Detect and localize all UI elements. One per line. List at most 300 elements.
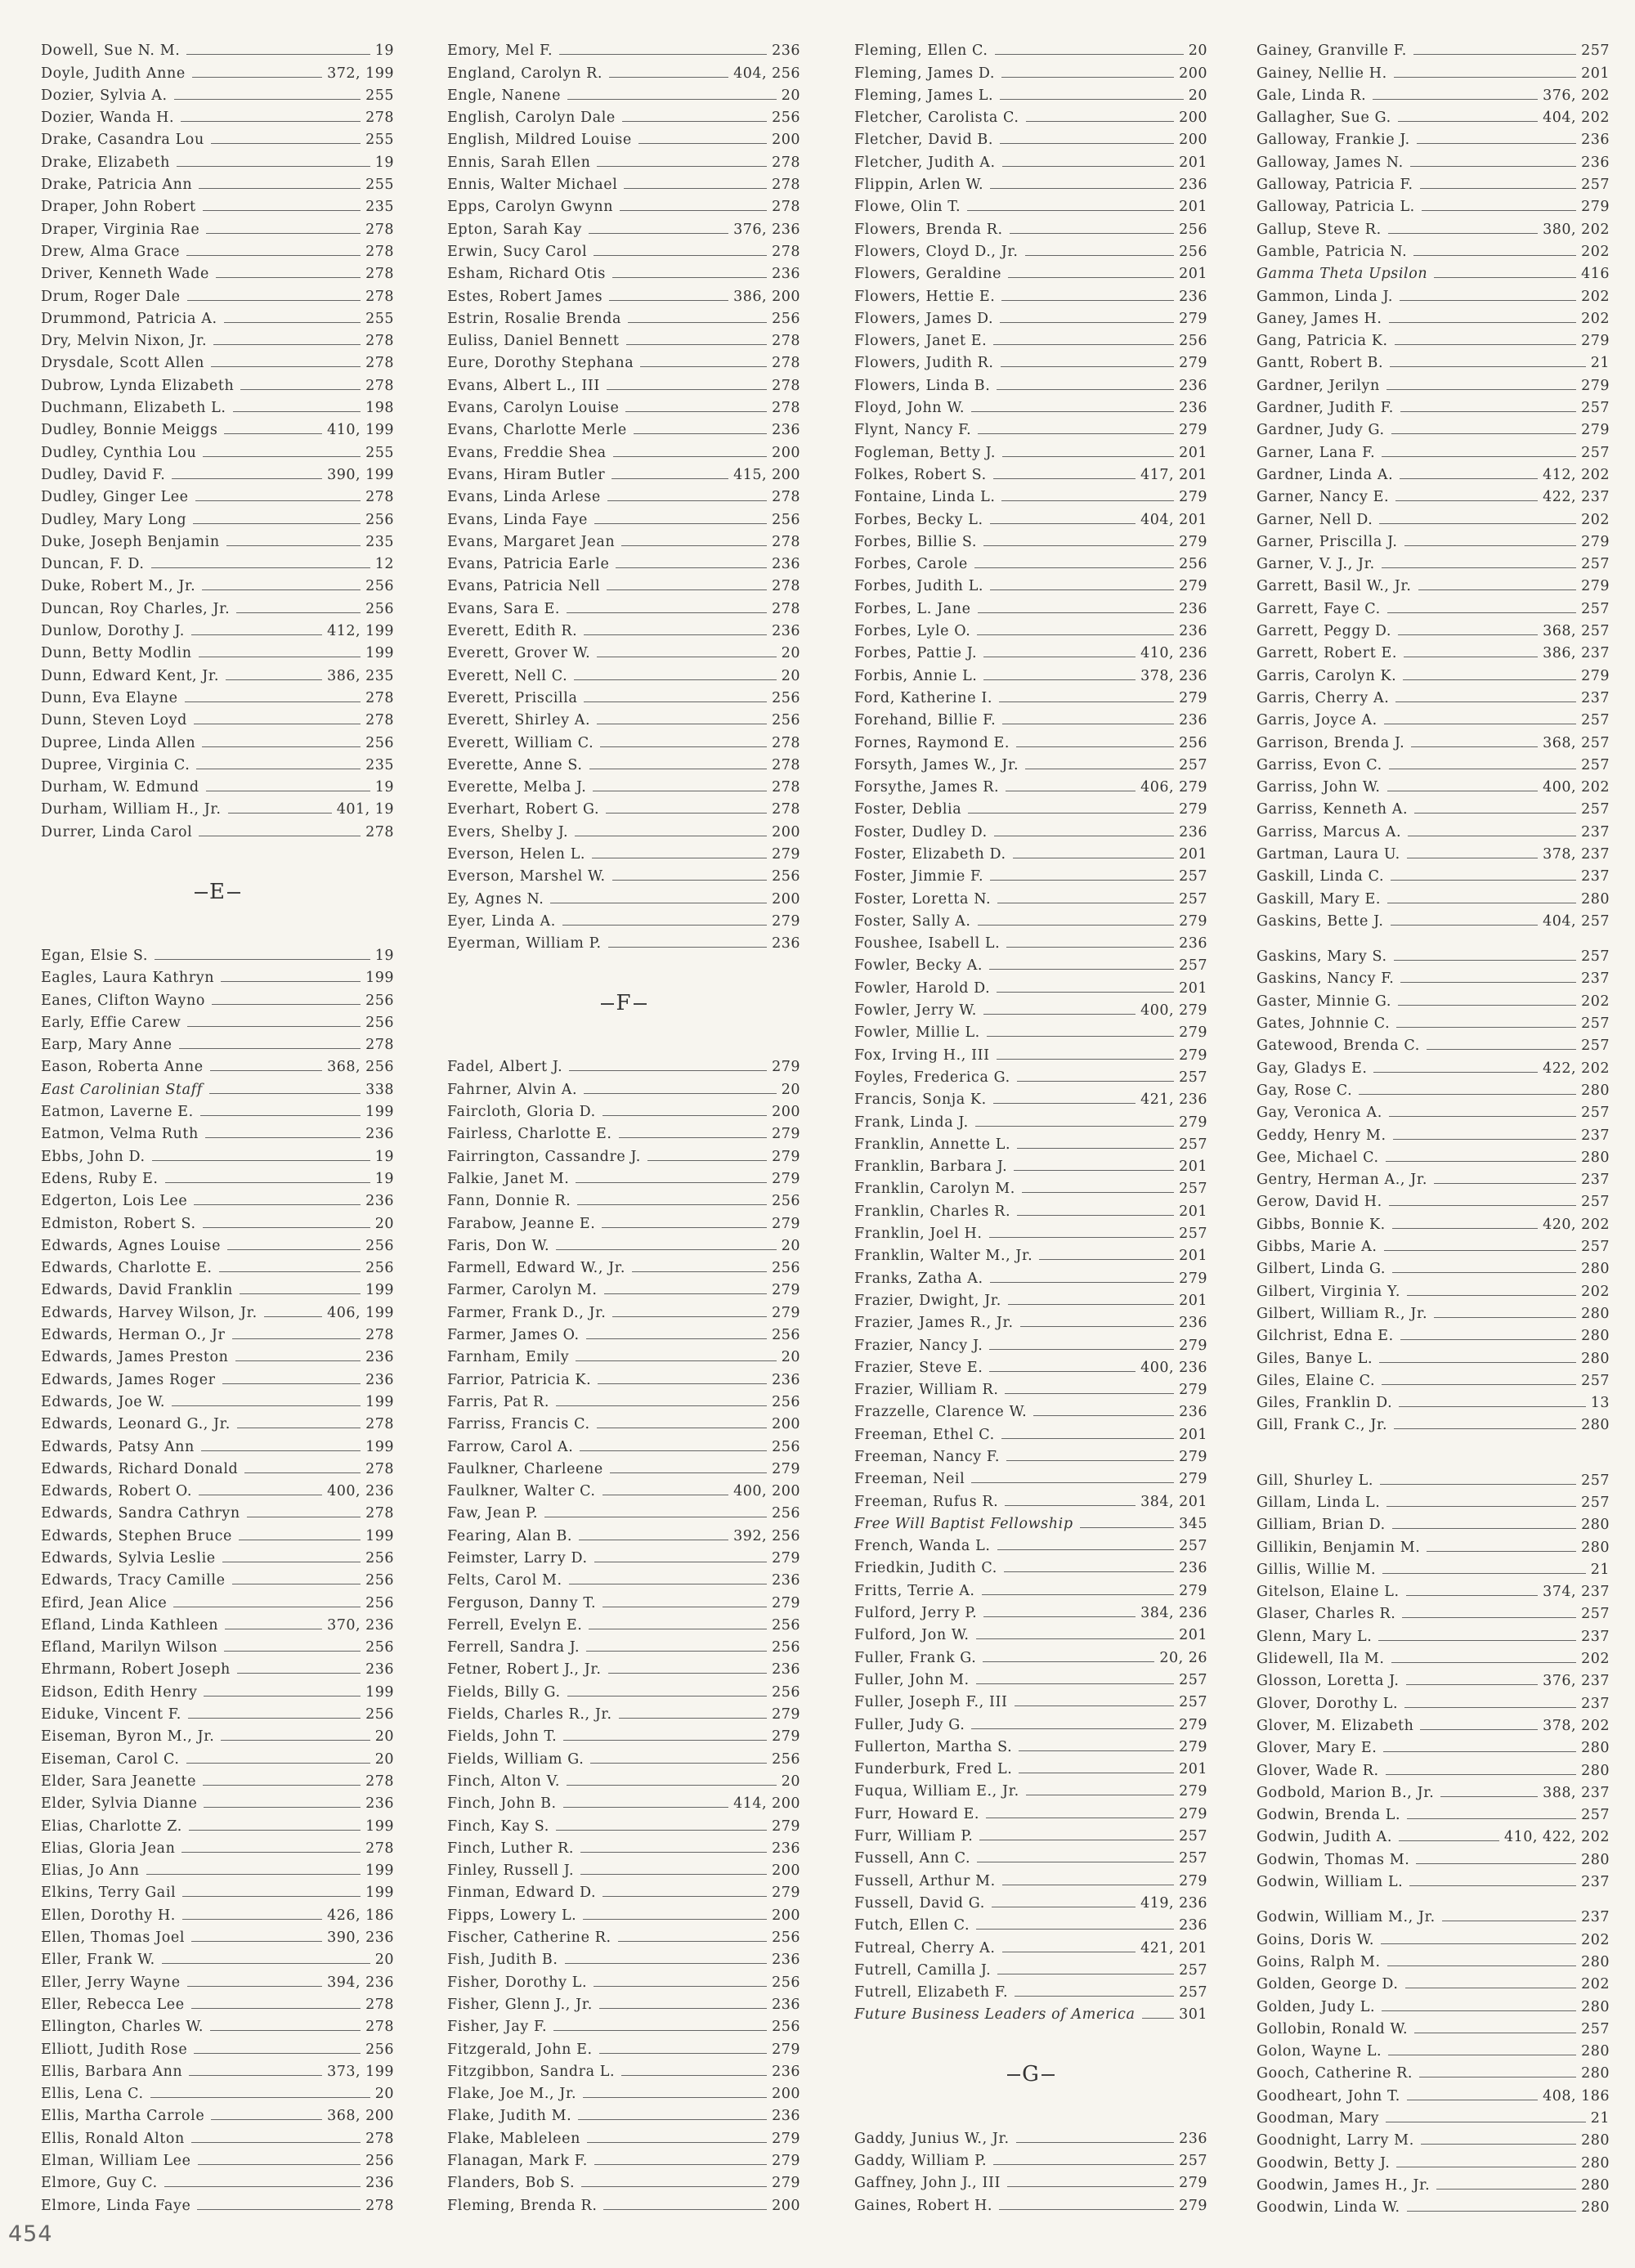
entry-name: Dry, Melvin Nixon, Jr. [41, 333, 208, 350]
spacer [854, 2024, 1207, 2056]
leader-line [1004, 1571, 1174, 1572]
entry-name: Flanagan, Mark F. [447, 2153, 588, 2170]
entry-name: Forsythe, James R. [854, 779, 1000, 796]
leader-line [1400, 411, 1576, 412]
entry-name: Goodwin, James H., Jr. [1256, 2176, 1431, 2194]
entry-pages: 236 [772, 1840, 800, 1857]
leader-line [597, 166, 767, 167]
index-entry [447, 1344, 800, 1366]
entry-name: Elliott, Judith Rose [41, 2041, 188, 2058]
index-entry [447, 2103, 800, 2125]
index-entry [41, 1478, 394, 1500]
index-entry [41, 1500, 394, 1522]
index-entry [854, 685, 1207, 707]
leader-line [177, 166, 370, 167]
leader-line [206, 233, 361, 234]
index-entry [1256, 2194, 1610, 2216]
index-entry [854, 1711, 1207, 1733]
leader-line [1005, 1393, 1174, 1394]
entry-pages: 257 [1179, 1069, 1207, 1086]
index-entry [41, 943, 394, 965]
entry-name: Frazzelle, Clarence W. [854, 1404, 1028, 1421]
entry-name: Esham, Richard Otis [447, 266, 606, 283]
leader-line [228, 813, 332, 814]
entry-name: Erwin, Sucy Carol [447, 243, 588, 260]
entry-name: Dozier, Wanda H. [41, 110, 175, 127]
entry-name: Gilbert, William R., Jr. [1256, 1305, 1428, 1322]
entry-name: Giles, Elaine C. [1256, 1372, 1376, 1389]
entry-name: Garris, Carolyn K. [1256, 667, 1397, 684]
entry-pages: 19 [374, 947, 394, 964]
entry-name: Fullerton, Martha S. [854, 1738, 1013, 1755]
index-entry [1256, 1623, 1610, 1645]
entry-name: Flake, Judith M. [447, 2108, 572, 2125]
entry-pages: 199 [365, 1438, 394, 1455]
entry-pages: 278 [772, 177, 800, 194]
entry-name: Godbold, Marion B., Jr. [1256, 1784, 1435, 1801]
entry-pages: 256 [772, 110, 800, 127]
leader-line [1395, 344, 1576, 345]
entry-pages: 236 [1581, 154, 1610, 171]
index-entry [447, 707, 800, 729]
entry-name: Fowler, Becky A. [854, 957, 983, 975]
leader-line [194, 2053, 361, 2054]
index-entry [41, 1813, 394, 1835]
leader-line [993, 344, 1174, 345]
entry-name: Fetner, Robert J., Jr. [447, 1661, 602, 1679]
entry-name: Farrior, Patricia K. [447, 1371, 592, 1388]
index-entry [41, 965, 394, 987]
index-entry [1256, 1345, 1610, 1367]
leader-line [989, 1371, 1136, 1372]
leader-line [152, 1160, 370, 1161]
entry-name: Gaskill, Linda C. [1256, 868, 1385, 885]
entry-pages: 422, 202 [1543, 1060, 1610, 1077]
index-entry [41, 1567, 394, 1589]
entry-name: Farmell, Edward W., Jr. [447, 1260, 625, 1277]
entry-pages: 278 [365, 110, 394, 127]
entry-pages: 202 [1581, 1931, 1610, 1948]
entry-pages: 278 [772, 489, 800, 506]
entry-pages: 257 [1179, 1961, 1207, 1979]
entry-pages: 199 [365, 645, 394, 662]
leader-line [1386, 389, 1576, 390]
entry-name: Gerow, David H. [1256, 1194, 1382, 1211]
index-entry [854, 1622, 1207, 1644]
index-entry [1256, 2127, 1610, 2149]
entry-name: Engle, Nanene [447, 87, 562, 104]
entry-name: Franklin, Walter M., Jr. [854, 1248, 1033, 1265]
leader-line [1398, 1005, 1576, 1006]
entry-pages: 256 [1179, 734, 1207, 751]
entry-name: Gaskins, Bette J. [1256, 912, 1384, 930]
entry-pages: 21 [1590, 1561, 1610, 1578]
leader-line [1022, 1192, 1174, 1193]
index-entry [447, 283, 800, 305]
index-entry [1256, 149, 1610, 171]
index-entry [447, 484, 800, 506]
leader-line [1410, 166, 1576, 167]
index-entry [854, 1132, 1207, 1154]
leader-line [1394, 77, 1576, 78]
entry-name: Fields, Charles R., Jr. [447, 1706, 612, 1723]
leader-line [983, 1014, 1136, 1015]
entry-pages: 400, 279 [1140, 1002, 1207, 1020]
entry-pages: 279 [772, 2175, 800, 2192]
entry-name: Gamble, Patricia N. [1256, 243, 1408, 260]
entry-name: Everett, Nell C. [447, 667, 568, 684]
entry-name: Forbes, Carole [854, 556, 968, 573]
entry-pages: 201 [1179, 845, 1207, 863]
index-entry [447, 1366, 800, 1388]
index-entry [1256, 2105, 1610, 2127]
leader-line [165, 1182, 370, 1183]
entry-name: Fisher, Glenn J., Jr. [447, 1996, 593, 2013]
leader-line [222, 1383, 361, 1384]
leader-line [567, 1785, 777, 1786]
entry-name: Furr, Howard E. [854, 1805, 980, 1822]
entry-name: Finley, Russell J. [447, 1862, 575, 1880]
entry-pages: 278 [772, 779, 800, 796]
entry-pages: 257 [1179, 868, 1207, 885]
entry-name: Glaser, Charles R. [1256, 1606, 1396, 1623]
leader-line [1398, 121, 1538, 122]
index-entry [1256, 1033, 1610, 1055]
entry-name: Finman, Edward D. [447, 1885, 597, 1902]
entry-name: Eller, Jerry Wayne [41, 1974, 181, 1991]
leader-line [1382, 1384, 1576, 1385]
entry-pages: 404, 201 [1140, 511, 1207, 528]
entry-name: Glover, Wade R. [1256, 1762, 1379, 1779]
index-entry [41, 1299, 394, 1321]
entry-pages: 257 [1581, 801, 1610, 818]
entry-name: Edwards, James Preston [41, 1349, 229, 1366]
entry-pages: 257 [1179, 1694, 1207, 1711]
index-column-4 [1256, 38, 1610, 2216]
index-entry [41, 1992, 394, 2014]
leader-line [1434, 1317, 1576, 1318]
entry-pages: 257 [1581, 1372, 1610, 1389]
entry-name: Ford, Katherine I. [854, 689, 993, 706]
index-entry [447, 1768, 800, 1791]
entry-pages: 278 [365, 489, 394, 506]
entry-pages: 255 [365, 87, 394, 104]
index-entry [1256, 944, 1610, 966]
entry-pages: 278 [772, 578, 800, 595]
leader-line [565, 1963, 768, 1964]
entry-pages: 256 [365, 511, 394, 528]
leader-line [613, 456, 767, 457]
leader-line [1413, 54, 1576, 55]
entry-pages: 199 [365, 1282, 394, 1299]
leader-line [563, 1740, 767, 1741]
leader-line [1388, 233, 1538, 234]
entry-pages: 236 [365, 1126, 394, 1143]
index-entry [854, 127, 1207, 149]
entry-pages: 279 [772, 1594, 800, 1611]
entry-pages: 412, 199 [327, 623, 394, 640]
index-entry [1256, 1904, 1610, 1926]
leader-line [1015, 1996, 1174, 1997]
entry-name: Ey, Agnes N. [447, 890, 544, 908]
entry-name: Edwards, James Roger [41, 1371, 216, 1388]
entry-name: Dupree, Linda Allen [41, 734, 196, 751]
index-entry [854, 1823, 1207, 1845]
index-entry [447, 1656, 800, 1679]
leader-line [989, 969, 1174, 970]
leader-line [216, 277, 361, 278]
entry-name: English, Carolyn Dale [447, 110, 616, 127]
leader-line [1407, 1818, 1576, 1819]
index-entry [1256, 2082, 1610, 2104]
leader-line [1422, 210, 1576, 211]
entry-name: Forehand, Billie F. [854, 712, 997, 729]
index-column-1 [41, 38, 394, 2215]
entry-pages: 237 [1581, 1127, 1610, 1144]
entry-pages: 257 [1581, 712, 1610, 729]
entry-name: Fleming, Ellen C. [854, 43, 988, 60]
index-entry [854, 1667, 1207, 1689]
entry-name: Fields, John T. [447, 1728, 558, 1746]
index-entry [854, 640, 1207, 662]
leader-line [1006, 947, 1174, 948]
entry-pages: 257 [1581, 2020, 1610, 2037]
leader-line [1017, 1148, 1174, 1149]
entry-name: Ennis, Walter Michael [447, 177, 618, 194]
entry-name: Durham, William H., Jr. [41, 801, 222, 818]
entry-pages: 256 [365, 1706, 394, 1723]
entry-pages: 370, 236 [327, 1616, 394, 1634]
leader-line [607, 589, 767, 590]
leader-line [162, 1963, 370, 1964]
entry-pages: 20 [781, 1773, 800, 1790]
leader-line [990, 1282, 1174, 1283]
index-entry [1256, 105, 1610, 127]
entry-pages: 201 [1179, 444, 1207, 461]
entry-pages: 237 [1581, 868, 1610, 885]
entry-pages: 378, 202 [1543, 1717, 1610, 1734]
entry-name: Efird, Jean Alice [41, 1594, 168, 1611]
entry-name: Flake, Mableleen [447, 2130, 580, 2147]
entry-name: Falkie, Janet M. [447, 1170, 570, 1187]
leader-line [611, 478, 728, 479]
entry-pages: 257 [1179, 890, 1207, 908]
entry-name: Garner, Nell D. [1256, 511, 1373, 528]
index-entry [854, 1689, 1207, 1711]
index-entry [447, 1076, 800, 1098]
leader-line [179, 1048, 361, 1049]
index-entry [854, 1087, 1207, 1109]
entry-pages: 420, 202 [1543, 1216, 1610, 1233]
index-entry [1256, 529, 1610, 551]
index-entry [1256, 752, 1610, 774]
index-entry [1256, 1100, 1610, 1122]
spacer [41, 841, 394, 874]
index-entry [41, 2170, 394, 2192]
entry-name: Flowers, James D. [854, 310, 994, 327]
entry-name: Everhart, Robert G. [447, 801, 600, 818]
entry-name: Ferrell, Sandra J. [447, 1639, 580, 1656]
entry-pages: 237 [1581, 1628, 1610, 1645]
index-entry [854, 439, 1207, 461]
leader-line [1434, 277, 1576, 278]
entry-pages: 200 [1179, 65, 1207, 82]
entry-name: Everett, Shirley A. [447, 712, 591, 729]
entry-pages: 20, 26 [1159, 1649, 1207, 1666]
leader-line [577, 1204, 767, 1205]
index-entry [41, 1522, 394, 1544]
entry-name: Edwards, Sandra Cathryn [41, 1505, 240, 1522]
entry-name: Fussell, Arthur M. [854, 1872, 996, 1889]
index-entry [1256, 1926, 1610, 1948]
entry-pages: 416 [1581, 266, 1610, 283]
entry-name: Eller, Rebecca Lee [41, 1996, 185, 2013]
index-entry [41, 1277, 394, 1299]
index-entry [447, 573, 800, 595]
entry-pages: 280 [1581, 1417, 1610, 1434]
leader-line [1379, 1362, 1576, 1363]
index-entry [41, 729, 394, 751]
entry-name: Fields, William G. [447, 1750, 585, 1768]
leader-line [590, 1763, 767, 1764]
entry-pages: 200 [772, 823, 800, 840]
leader-line [1002, 456, 1174, 457]
entry-name: Goodman, Mary [1256, 2110, 1380, 2127]
index-entry [447, 2059, 800, 2081]
entry-name: Gallup, Steve R. [1256, 221, 1382, 238]
leader-line [1020, 1326, 1174, 1327]
leader-line [581, 2186, 767, 2187]
index-entry [854, 796, 1207, 818]
leader-line [211, 143, 361, 144]
entry-name: Everett, Edith R. [447, 623, 578, 640]
index-entry [854, 662, 1207, 684]
index-entry [41, 1344, 394, 1366]
entry-pages: 236 [1179, 177, 1207, 194]
entry-name: Drew, Alma Grace [41, 243, 181, 260]
index-entry [854, 1867, 1207, 1889]
entry-pages: 256 [365, 2041, 394, 2058]
index-entry [41, 1612, 394, 1634]
entry-name: Edwards, Tracy Camille [41, 1572, 226, 1589]
entry-name: Glover, M. Elizabeth [1256, 1717, 1414, 1734]
leader-line [1414, 813, 1576, 814]
index-entry [1256, 484, 1610, 506]
entry-name: Galloway, James N. [1256, 154, 1404, 171]
index-entry [1256, 439, 1610, 461]
leader-line [616, 567, 767, 568]
leader-line [213, 344, 361, 345]
entry-pages: 390, 236 [327, 1930, 394, 1947]
entry-name: Ganey, James H. [1256, 310, 1382, 327]
index-entry [854, 1109, 1207, 1131]
entry-pages: 20 [781, 645, 800, 662]
index-entry [1256, 1690, 1610, 1712]
entry-pages: 256 [772, 310, 800, 327]
entry-pages: 338 [365, 1081, 394, 1098]
entry-name: Drake, Casandra Lou [41, 132, 204, 149]
entry-pages: 392, 256 [733, 1527, 800, 1544]
entry-name: Gollobin, Ronald W. [1256, 2020, 1409, 2037]
entry-pages: 368, 257 [1543, 623, 1610, 640]
index-entry [854, 1555, 1207, 1577]
index-entry [854, 1533, 1207, 1555]
leader-line [971, 1482, 1174, 1483]
entry-name: Finch, John B. [447, 1795, 557, 1813]
index-entry [41, 1545, 394, 1567]
index-entry [41, 1188, 394, 1210]
entry-pages: 199 [365, 1527, 394, 1544]
entry-name: Everson, Helen L. [447, 845, 586, 863]
index-entry [447, 595, 800, 617]
entry-name: Garner, V. J., Jr. [1256, 556, 1375, 573]
leader-line [1421, 2144, 1576, 2145]
index-entry [854, 417, 1207, 439]
entry-pages: 278 [365, 1416, 394, 1433]
index-entry [447, 1322, 800, 1344]
entry-name: Driver, Kenneth Wade [41, 266, 209, 283]
leader-line [997, 992, 1174, 993]
index-entry [1256, 1579, 1610, 1601]
index-entry [447, 863, 800, 885]
leader-line [647, 1160, 767, 1161]
leader-line [209, 1093, 361, 1094]
entry-pages: 236 [772, 266, 800, 283]
leader-line [1033, 1415, 1174, 1416]
entry-pages: 280 [1581, 1953, 1610, 1970]
entry-name: Finch, Alton V. [447, 1773, 560, 1790]
entry-name: Farrow, Carol A. [447, 1438, 574, 1455]
leader-line [1000, 99, 1184, 100]
leader-line [1395, 500, 1538, 501]
leader-line [186, 255, 361, 256]
entry-pages: 279 [772, 1304, 800, 1321]
entry-name: Eiduke, Vincent F. [41, 1706, 181, 1723]
entry-name: Fearing, Alan B. [447, 1527, 573, 1544]
entry-name: Frazier, William R. [854, 1382, 999, 1399]
entry-name: Draper, John Robert [41, 199, 196, 216]
entry-pages: 376, 236 [733, 221, 800, 238]
index-entry [1256, 640, 1610, 662]
index-entry [1256, 1412, 1610, 1434]
index-entry [1256, 885, 1610, 908]
leader-line [1016, 2142, 1174, 2143]
index-entry [447, 172, 800, 194]
entry-name: Glover, Mary E. [1256, 1740, 1377, 1757]
entry-name: Frazier, Dwight, Jr. [854, 1292, 1001, 1309]
index-entry [447, 1791, 800, 1813]
index-entry [854, 2125, 1207, 2147]
entry-pages: 257 [1581, 177, 1610, 194]
entry-pages: 236 [772, 2063, 800, 2080]
leader-line [602, 1115, 767, 1116]
index-entry [854, 1310, 1207, 1332]
leader-line [211, 366, 361, 367]
entry-pages: 201 [1581, 65, 1610, 82]
entry-name: Garriss, John W. [1256, 779, 1381, 796]
entry-name: Epton, Sarah Kay [447, 221, 582, 238]
entry-pages: 404, 257 [1543, 912, 1610, 930]
index-entry [41, 216, 394, 238]
entry-pages: 257 [1581, 400, 1610, 417]
entry-name: Earp, Mary Anne [41, 1037, 172, 1054]
entry-pages: 236 [1179, 600, 1207, 617]
entry-pages: 378, 237 [1543, 845, 1610, 863]
leader-line [971, 1728, 1174, 1729]
entry-name: Flowers, Hettie E. [854, 288, 996, 305]
leader-line [224, 1651, 361, 1652]
leader-line [1400, 478, 1538, 479]
